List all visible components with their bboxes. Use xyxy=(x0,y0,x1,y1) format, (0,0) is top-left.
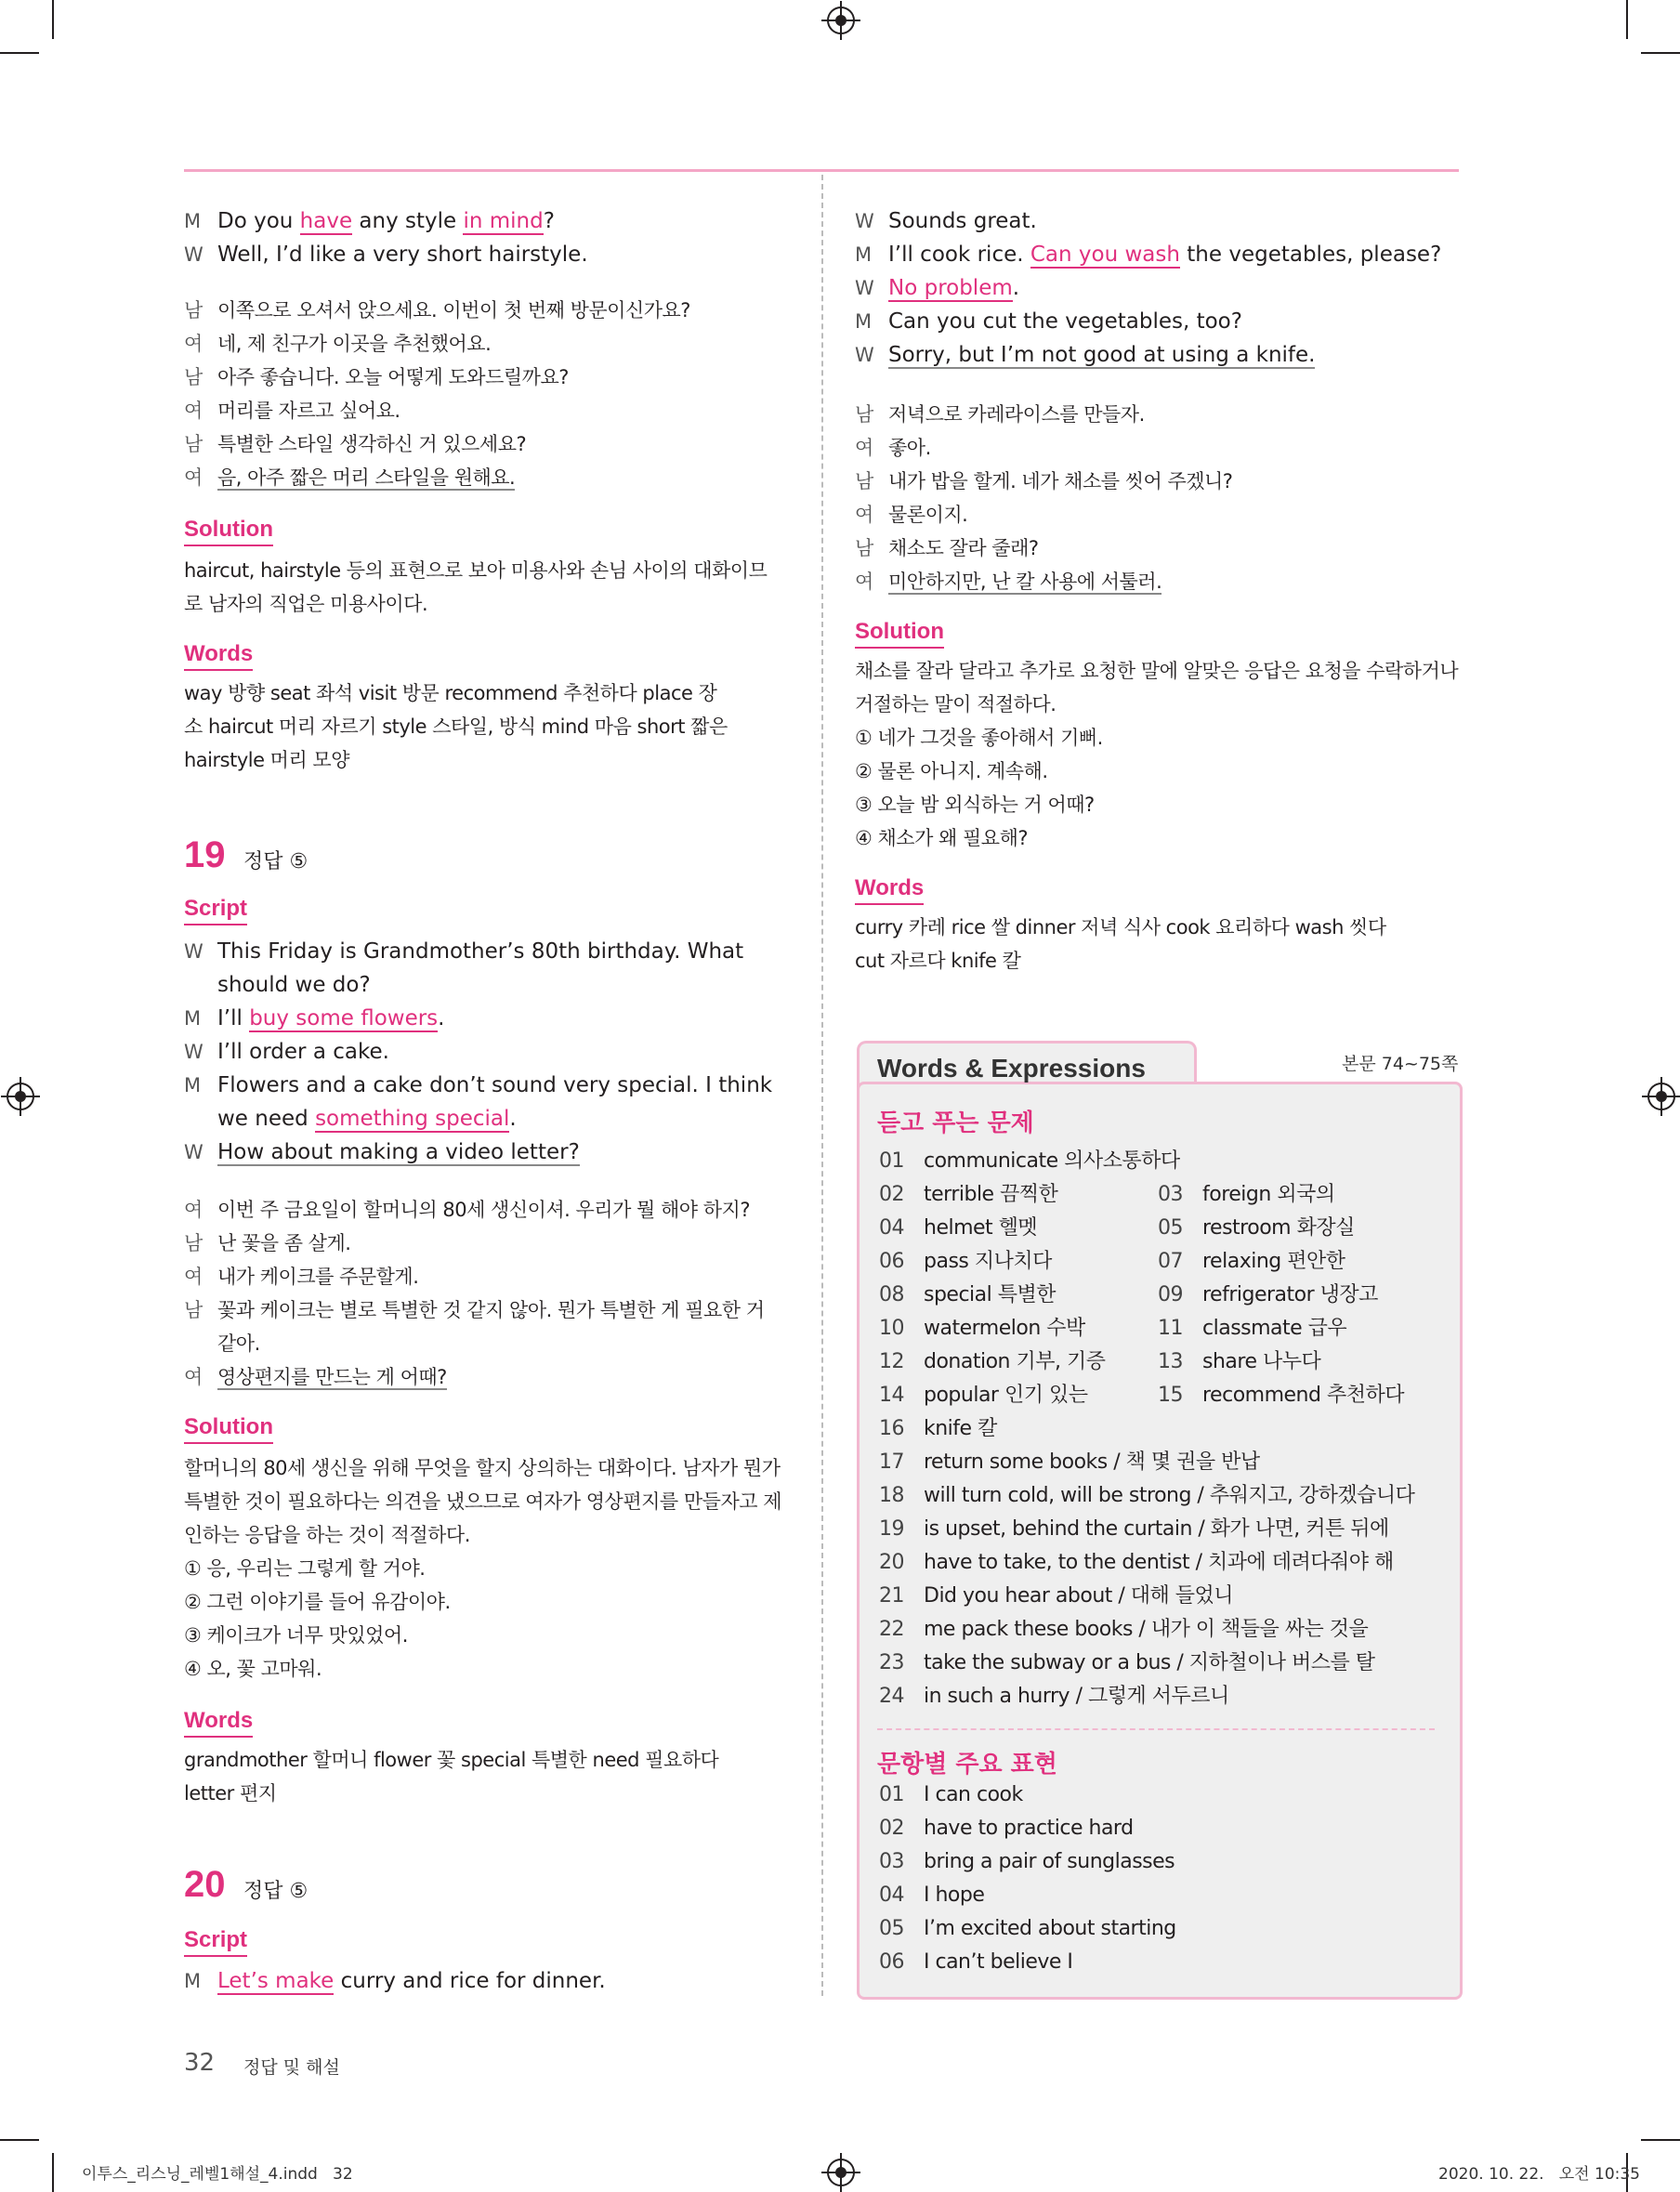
dialog-text: . xyxy=(438,1006,445,1030)
word-item xyxy=(879,1647,1375,1680)
item-number: 07 xyxy=(1158,1250,1183,1273)
item-text: communicate 의사소통하다 xyxy=(924,1149,1180,1173)
item-text: take the subway or a bus / 지하철이나 버스를 탈 xyxy=(924,1651,1375,1674)
crop-mark xyxy=(52,2153,54,2192)
we-section-heading: 듣고 푸는 문제 xyxy=(877,1109,1034,1137)
korean-text: 좋아. xyxy=(888,437,931,459)
speaker-label: W xyxy=(184,940,203,963)
item-number: 24 xyxy=(879,1685,904,1708)
solution-heading: Solution xyxy=(184,1412,273,1444)
item-text: special 특별한 xyxy=(924,1283,1057,1306)
words-text: letter 편지 xyxy=(184,1782,277,1805)
we-title: Words & Expressions xyxy=(877,1054,1146,1083)
solution-heading: Solution xyxy=(855,617,944,649)
solution-heading: Solution xyxy=(184,515,273,546)
word-item xyxy=(1158,1345,1320,1379)
speaker-label: 여 xyxy=(184,1366,203,1388)
speaker-label: 남 xyxy=(184,366,203,388)
item-number: 06 xyxy=(879,1950,904,1974)
dialog-text: any style xyxy=(352,209,464,233)
speaker-label: 남 xyxy=(184,433,203,455)
speaker-label: 남 xyxy=(855,470,873,492)
word-item xyxy=(879,1279,1056,1312)
dialog-line xyxy=(855,305,1242,338)
crop-mark xyxy=(1641,52,1680,54)
item-text: terrible 끔찍한 xyxy=(924,1183,1058,1206)
korean-text: 같아. xyxy=(217,1332,260,1355)
item-text: knife 칼 xyxy=(924,1417,997,1440)
speaker-label: W xyxy=(855,277,874,299)
dialog-line xyxy=(184,1102,517,1135)
solution-text: ② 물론 아니지. 계속해. xyxy=(855,760,1048,782)
item-text: donation 기부, 기증 xyxy=(924,1350,1106,1373)
highlighted-phrase: Can you wash xyxy=(1030,243,1180,267)
word-item xyxy=(879,1479,1414,1513)
korean-text: 머리를 자르고 싶어요. xyxy=(217,400,400,422)
item-text: I hope xyxy=(924,1884,985,1907)
dialog-text: curry and rice for dinner. xyxy=(334,1969,606,1993)
korean-line xyxy=(184,394,400,427)
dialog-line xyxy=(855,271,1019,305)
korean-line xyxy=(855,532,1039,565)
item-number: 20 xyxy=(879,1551,904,1574)
speaker-label: W xyxy=(184,243,203,266)
word-item xyxy=(879,1879,984,1912)
item-number: 04 xyxy=(879,1216,904,1240)
korean-line xyxy=(184,427,526,461)
korean-text: 물론이지. xyxy=(888,504,968,526)
crop-mark xyxy=(0,52,39,54)
words-text: curry 카레 rice 쌀 dinner 저녁 식사 cook 요리하다 wash 씻다 xyxy=(855,916,1386,938)
item-number: 11 xyxy=(1158,1317,1183,1340)
speaker-label: 남 xyxy=(184,1299,203,1321)
item-text: Did you hear about / 대해 들었니 xyxy=(924,1584,1234,1608)
solution-text: 채소를 잘라 달라고 추가로 요청한 말에 알맞은 응답은 요청을 수락하거나 xyxy=(855,660,1459,682)
word-item xyxy=(879,1680,1229,1713)
item-number: 17 xyxy=(879,1450,904,1474)
korean-line xyxy=(184,327,491,361)
korean-text: 영상편지를 만드는 게 어때? xyxy=(217,1366,447,1388)
word-item xyxy=(879,1245,1052,1279)
korean-text: 아주 좋습니다. 오늘 어떻게 도와드릴까요? xyxy=(217,366,569,388)
speaker-label: M xyxy=(855,310,873,333)
korean-text: 음, 아주 짧은 머리 스타일을 원해요. xyxy=(217,466,516,489)
item-text: pass 지나치다 xyxy=(924,1250,1052,1273)
korean-text: 내가 밥을 할게. 네가 채소를 씻어 주겠니? xyxy=(888,470,1233,492)
word-item xyxy=(879,1345,1105,1379)
korean-line xyxy=(184,361,569,394)
words-text: way 방향 seat 좌석 visit 방문 recommend 추천하다 place 장 xyxy=(184,682,717,704)
word-item xyxy=(1158,1279,1378,1312)
highlighted-phrase: buy some flowers xyxy=(249,1006,439,1030)
dialog-line xyxy=(184,1135,580,1169)
item-text: bring a pair of sunglasses xyxy=(924,1850,1175,1873)
speaker-label: 여 xyxy=(855,571,873,593)
solution-text: ④ 오, 꽃 고마워. xyxy=(184,1658,322,1680)
word-item xyxy=(879,1779,1023,1812)
item-number: 15 xyxy=(1158,1384,1183,1407)
question-number: 19 xyxy=(184,834,226,875)
dialog-text: Flowers and a cake don’t sound very special. I think xyxy=(217,1073,773,1097)
column-divider xyxy=(821,175,823,1996)
word-item xyxy=(1158,1245,1345,1279)
solution-text: ④ 채소가 왜 필요해? xyxy=(855,827,1028,849)
speaker-label: 여 xyxy=(184,466,203,489)
korean-line xyxy=(855,498,967,532)
speaker-label: 여 xyxy=(184,333,203,355)
item-text: in such a hurry / 그렇게 서두르니 xyxy=(924,1685,1229,1708)
dialog-line xyxy=(855,338,1315,372)
item-number: 02 xyxy=(879,1183,904,1206)
speaker-label: 여 xyxy=(184,400,203,422)
item-number: 12 xyxy=(879,1350,904,1373)
item-text: refrigerator 냉장고 xyxy=(1202,1283,1378,1306)
item-text: me pack these books / 내가 이 책들을 싸는 것을 xyxy=(924,1618,1369,1641)
script-heading: Script xyxy=(184,1925,247,1957)
speaker-label: M xyxy=(184,1970,202,1992)
footer-label: 정답 및 해설 xyxy=(243,2057,340,2078)
korean-text: 미안하지만, 난 칼 사용에 서툴러. xyxy=(888,571,1162,593)
item-number: 04 xyxy=(879,1884,904,1907)
speaker-label: W xyxy=(184,1041,203,1063)
words-heading: Words xyxy=(184,639,253,671)
word-item xyxy=(879,1412,997,1446)
dialog-line xyxy=(184,968,371,1002)
dialog-text: Can you cut the vegetables, too? xyxy=(888,309,1242,334)
word-item xyxy=(879,1613,1368,1647)
answer-label: 정답 ⑤ xyxy=(243,850,308,873)
speaker-label: M xyxy=(855,243,873,266)
item-text: return some books / 책 몇 권을 반납 xyxy=(924,1450,1260,1474)
korean-line xyxy=(184,461,515,494)
words-text: 소 haircut 머리 자르기 style 스타일, 방식 mind 마음 short 짧은 xyxy=(184,715,728,738)
answer-label: 정답 ⑤ xyxy=(243,1880,308,1903)
korean-text: 꽃과 케이크는 별로 특별한 것 같지 않아. 뭔가 특별한 게 필요한 거 xyxy=(217,1299,765,1321)
dialog-line xyxy=(184,1964,606,1998)
dialog-text: we need xyxy=(217,1107,316,1131)
word-item xyxy=(1158,1212,1355,1245)
item-number: 01 xyxy=(879,1149,904,1173)
dialog-text: How about making a video letter? xyxy=(217,1140,580,1164)
speaker-label: 여 xyxy=(184,1266,203,1288)
solution-text: 거절하는 말이 적절하다. xyxy=(855,693,1057,715)
item-text: have to practice hard xyxy=(924,1817,1134,1840)
solution-text: 인하는 응답을 하는 것이 적절하다. xyxy=(184,1524,470,1546)
korean-line xyxy=(184,1227,350,1260)
item-number: 03 xyxy=(1158,1183,1183,1206)
item-text: foreign 외국의 xyxy=(1202,1183,1335,1206)
word-item xyxy=(1158,1178,1335,1212)
print-date: 2020. 10. 22. 오전 10:35 xyxy=(1438,2165,1640,2184)
highlighted-phrase: in mind xyxy=(463,209,544,233)
item-text: classmate 급우 xyxy=(1202,1317,1347,1340)
speaker-label: 여 xyxy=(855,437,873,459)
solution-text: 특별한 것이 필요하다는 의견을 냈으므로 여자가 영상편지를 만들자고 제 xyxy=(184,1490,781,1513)
dialog-line xyxy=(855,204,1037,238)
word-item xyxy=(879,1446,1260,1479)
item-number: 03 xyxy=(879,1850,904,1873)
dialog-line xyxy=(184,1002,444,1035)
korean-text: 네, 제 친구가 이곳을 추천했어요. xyxy=(217,333,492,355)
crop-mark xyxy=(0,2139,39,2141)
dialog-text: . xyxy=(1012,276,1020,300)
word-item xyxy=(879,1912,1176,1946)
words-heading: Words xyxy=(184,1706,253,1738)
word-item xyxy=(879,1513,1389,1546)
dialog-text: Sounds great. xyxy=(888,209,1037,233)
item-number: 18 xyxy=(879,1484,904,1507)
dialog-line xyxy=(855,238,1441,271)
speaker-label: 남 xyxy=(184,299,203,322)
item-text: recommend 추천하다 xyxy=(1202,1384,1404,1407)
registration-mark-icon xyxy=(7,1083,34,1110)
korean-line xyxy=(184,1327,260,1360)
registration-mark-icon xyxy=(827,2159,855,2186)
korean-line xyxy=(184,1193,750,1227)
solution-text: ③ 오늘 밤 외식하는 거 어때? xyxy=(855,794,1095,816)
word-item xyxy=(879,1546,1394,1580)
korean-text: 채소도 잘라 줄래? xyxy=(888,537,1039,559)
solution-text: ③ 케이크가 너무 맛있었어. xyxy=(184,1624,408,1647)
item-number: 13 xyxy=(1158,1350,1183,1373)
korean-line xyxy=(855,565,1162,598)
dialog-text: I’ll order a cake. xyxy=(217,1040,389,1064)
item-number: 10 xyxy=(879,1317,904,1340)
speaker-label: 여 xyxy=(184,1199,203,1221)
korean-text: 난 꽃을 좀 살게. xyxy=(217,1232,351,1254)
words-text: cut 자르다 knife 칼 xyxy=(855,950,1021,972)
word-item xyxy=(879,1946,1072,1979)
crop-mark xyxy=(52,0,54,39)
dialog-line xyxy=(184,935,743,968)
speaker-label: W xyxy=(184,1141,203,1163)
highlighted-phrase: No problem xyxy=(888,276,1013,300)
item-number: 06 xyxy=(879,1250,904,1273)
dialog-text: This Friday is Grandmother’s 80th birthday. What xyxy=(217,939,744,964)
korean-line xyxy=(184,1293,765,1327)
word-item xyxy=(879,1812,1134,1845)
file-name: 이투스_리스닝_레벨1해설_4.indd 32 xyxy=(82,2165,353,2184)
dialog-text: should we do? xyxy=(217,973,371,997)
words-text: grandmother 할머니 flower 꽃 special 특별한 need 필요하다 xyxy=(184,1749,719,1771)
korean-text: 이번 주 금요일이 할머니의 80세 생신이셔. 우리가 뭘 해야 하지? xyxy=(217,1199,750,1221)
dialog-text: ? xyxy=(543,209,555,233)
dialog-line xyxy=(184,1069,772,1102)
korean-line xyxy=(855,431,931,465)
solution-text: 로 남자의 직업은 미용사이다. xyxy=(184,593,428,615)
dialog-line xyxy=(184,1035,389,1069)
dialog-text: Sorry, but I’m not good at using a knife. xyxy=(888,343,1316,367)
item-number: 08 xyxy=(879,1283,904,1306)
speaker-label: 남 xyxy=(855,537,873,559)
speaker-label: M xyxy=(184,1007,202,1030)
korean-line xyxy=(184,1260,418,1293)
word-item xyxy=(879,1312,1085,1345)
item-number: 14 xyxy=(879,1384,904,1407)
crop-mark xyxy=(1626,0,1628,39)
registration-mark-icon xyxy=(1647,1083,1675,1110)
speaker-label: W xyxy=(855,210,874,232)
solution-text: ② 그런 이야기를 들어 유감이야. xyxy=(184,1591,451,1613)
speaker-label: W xyxy=(855,344,874,366)
item-text: watermelon 수박 xyxy=(924,1317,1085,1340)
item-text: relaxing 편안한 xyxy=(1202,1250,1345,1273)
highlighted-phrase: something special xyxy=(315,1107,510,1131)
item-text: restroom 화장실 xyxy=(1202,1216,1355,1240)
item-text: have to take, to the dentist / 치과에 데려다줘야 해 xyxy=(924,1551,1394,1574)
item-number: 01 xyxy=(879,1783,904,1806)
korean-text: 이쪽으로 오셔서 앉으세요. 이번이 첫 번째 방문이신가요? xyxy=(217,299,690,322)
dialog-line xyxy=(184,204,555,238)
words-heading: Words xyxy=(855,873,924,905)
korean-line xyxy=(855,465,1232,498)
item-number: 22 xyxy=(879,1618,904,1641)
item-number: 05 xyxy=(879,1917,904,1940)
dialog-line xyxy=(184,238,588,271)
korean-line xyxy=(184,1360,447,1394)
item-text: will turn cold, will be strong / 추워지고, 강하겠습니다 xyxy=(924,1484,1415,1507)
word-item xyxy=(879,1145,1180,1178)
question-number: 20 xyxy=(184,1864,226,1905)
speaker-label: 남 xyxy=(184,1232,203,1254)
highlighted-phrase: Let’s make xyxy=(217,1969,335,1993)
we-reference: 본문 74~75쪽 xyxy=(1342,1054,1459,1074)
item-number: 23 xyxy=(879,1651,904,1674)
speaker-label: M xyxy=(184,1074,202,1096)
we-dashed-divider xyxy=(877,1728,1435,1730)
solution-text: ① 네가 그것을 좋아해서 기뻐. xyxy=(855,727,1103,749)
word-item xyxy=(879,1379,1087,1412)
item-text: share 나누다 xyxy=(1202,1350,1321,1373)
solution-text: haircut, hairstyle 등의 표현으로 보아 미용사와 손님 사이의 대화이므 xyxy=(184,559,768,582)
item-number: 21 xyxy=(879,1584,904,1608)
dialog-text: Do you xyxy=(217,209,300,233)
item-number: 09 xyxy=(1158,1283,1183,1306)
dialog-text: Well, I’d like a very short hairstyle. xyxy=(217,243,588,267)
item-number: 19 xyxy=(879,1517,904,1541)
item-text: I can’t believe I xyxy=(924,1950,1073,1974)
dialog-text: . xyxy=(509,1107,517,1131)
top-rule xyxy=(184,169,1459,172)
item-text: helmet 헬멧 xyxy=(924,1216,1038,1240)
item-text: I’m excited about starting xyxy=(924,1917,1176,1940)
registration-mark-icon xyxy=(827,7,855,34)
item-text: I can cook xyxy=(924,1783,1023,1806)
word-item xyxy=(879,1845,1175,1879)
word-item xyxy=(879,1580,1233,1613)
word-item xyxy=(1158,1379,1404,1412)
solution-text: ① 응, 우리는 그렇게 할 거야. xyxy=(184,1557,426,1580)
korean-text: 특별한 스타일 생각하신 거 있으세요? xyxy=(217,433,527,455)
item-number: 02 xyxy=(879,1817,904,1840)
item-number: 05 xyxy=(1158,1216,1183,1240)
item-text: popular 인기 있는 xyxy=(924,1384,1088,1407)
word-item xyxy=(1158,1312,1346,1345)
we-section-heading: 문항별 주요 표현 xyxy=(877,1751,1057,1779)
speaker-label: 여 xyxy=(855,504,873,526)
dialog-text: I’ll xyxy=(217,1006,250,1030)
highlighted-phrase: have xyxy=(299,209,353,233)
speaker-label: 남 xyxy=(855,403,873,426)
speaker-label: M xyxy=(184,210,202,232)
solution-text: 할머니의 80세 생신을 위해 무엇을 할지 상의하는 대화이다. 남자가 뭔가 xyxy=(184,1457,781,1479)
korean-text: 내가 케이크를 주문할게. xyxy=(217,1266,419,1288)
dialog-text: I’ll cook rice. xyxy=(888,243,1030,267)
korean-text: 저녁으로 카레라이스를 만들자. xyxy=(888,403,1145,426)
words-text: hairstyle 머리 모양 xyxy=(184,749,349,771)
crop-mark xyxy=(1641,2139,1680,2141)
korean-line xyxy=(184,294,690,327)
dialog-text: the vegetables, please? xyxy=(1179,243,1442,267)
item-text: is upset, behind the curtain / 화가 나면, 커튼 뒤에 xyxy=(924,1517,1389,1541)
script-heading: Script xyxy=(184,894,247,925)
page-number: 32 xyxy=(184,2049,216,2077)
korean-line xyxy=(855,398,1145,431)
item-number: 16 xyxy=(879,1417,904,1440)
word-item xyxy=(879,1178,1057,1212)
word-item xyxy=(879,1212,1037,1245)
